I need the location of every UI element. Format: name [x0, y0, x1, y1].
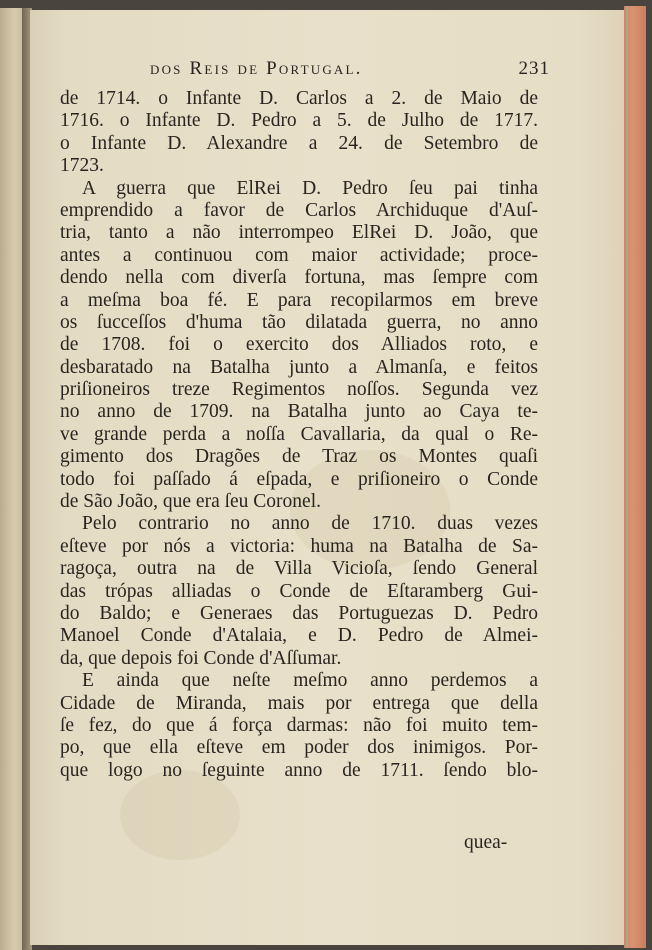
- text-line: E ainda que neſte meſmo anno perdemos a: [82, 670, 538, 692]
- text-line: 1723.: [60, 155, 104, 177]
- page-number: 231: [518, 58, 550, 79]
- text-line: ve grande perda a noſſa Cavallaria, da qual o Re-: [60, 423, 538, 445]
- text-line: no anno de 1709. na Batalha junto ao Caya te-: [60, 401, 538, 423]
- text-line: priſioneiros treze Regimentos noſſos. Segunda vez: [60, 379, 538, 401]
- text-line: Cidade de Miranda, mais por entrega que della: [60, 692, 538, 714]
- text-line: gimento dos Dragões de Traz os Montes quaſi: [60, 446, 538, 468]
- text-line: emprendido a favor de Carlos Archiduque d'Auſ-: [60, 199, 538, 221]
- text-line: ſe fez, do que á força darmas: não foi muito tem-: [60, 714, 538, 736]
- text-line: de 1714. o Infante D. Carlos a 2. de Maio de: [60, 88, 538, 109]
- text-line: desbaratado na Batalha junto a Almanſa, e feitos: [60, 356, 538, 378]
- text-line: A guerra que ElRei D. Pedro ſeu pai tinha: [82, 177, 538, 199]
- text-line: os ſucceſſos d'huma tão dilatada guerra, no anno: [60, 311, 538, 333]
- text-line: de 1708. foi o exercito dos Alliados roto, e: [60, 334, 538, 356]
- text-line: po, que ella eſteve em poder dos inimigos. Por-: [60, 737, 538, 759]
- text-line: antes a continuou com maior actividade; proce-: [60, 244, 538, 266]
- catchword: quea-: [464, 832, 508, 853]
- text-line: Manoel Conde d'Atalaia, e D. Pedro de Almei-: [60, 625, 538, 647]
- paper-stain: [120, 770, 240, 860]
- text-line: 1716. o Infante D. Pedro a 5. de Julho de 1717.: [60, 110, 538, 132]
- paragraph-3: [60, 513, 538, 670]
- page-edge-shadow: [626, 6, 628, 948]
- text-line: das trópas alliadas o Conde de Eſtaramberg Gui-: [60, 580, 538, 602]
- text-line: eſteve por nós a victoria: huma na Batalha de Sa-: [60, 535, 538, 557]
- running-title: dos Reis de Portugal.: [150, 58, 363, 79]
- body-text: [60, 88, 538, 782]
- paragraph-1: [60, 88, 538, 178]
- text-line: tria, tanto a não interrompeo ElRei D. João, que: [60, 222, 538, 244]
- paragraph-4: [60, 670, 538, 782]
- text-line: da, que depois foi Conde d'Aſſumar.: [60, 647, 342, 669]
- paragraph-2: [60, 178, 538, 514]
- text-line: dendo nella com diverſa fortuna, mas ſempre com: [60, 267, 538, 289]
- page-header: [150, 58, 550, 88]
- text-line: o Infante D. Alexandre a 24. de Setembro de: [60, 132, 538, 154]
- text-line: do Baldo; e Generaes das Portuguezas D. Pedro: [60, 602, 538, 624]
- text-line: Pelo contrario no anno de 1710. duas vezes: [82, 513, 538, 535]
- text-line: de São João, que era ſeu Coronel.: [60, 491, 322, 513]
- text-line: a meſma boa fé. E para recopilarmos em breve: [60, 289, 538, 311]
- text-line: que logo no ſeguinte anno de 1711. ſendo blo-: [60, 759, 538, 781]
- text-line: ragoça, outra na de Villa Vicioſa, ſendo General: [60, 558, 538, 580]
- text-line: todo foi paſſado á eſpada, e priſioneiro o Conde: [60, 468, 538, 490]
